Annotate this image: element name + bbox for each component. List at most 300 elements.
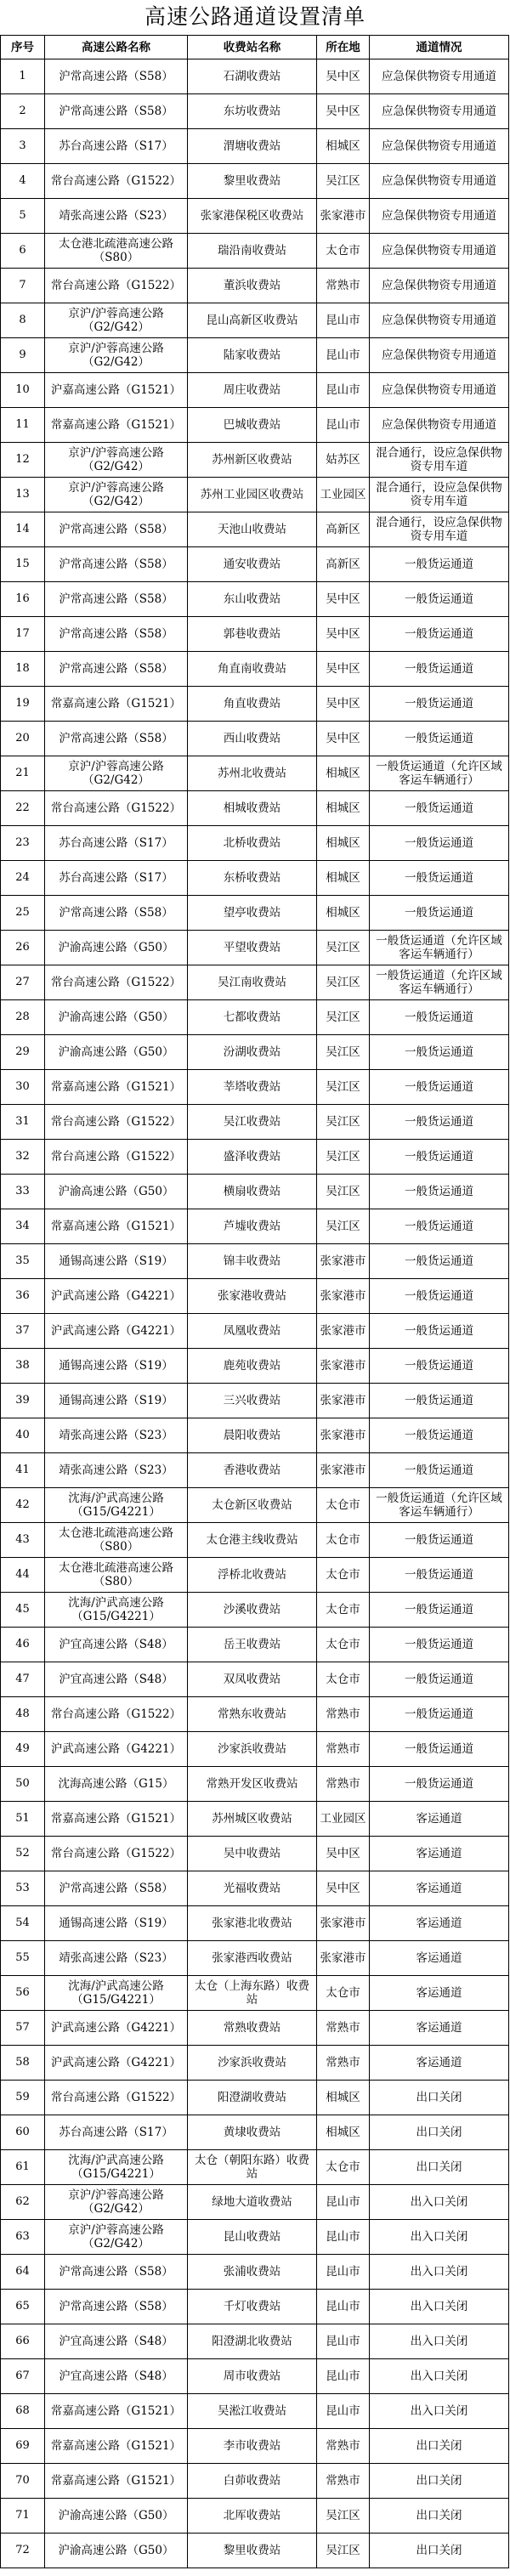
cell-channel-status: 出入口关闭 (370, 2290, 509, 2324)
cell-index: 7 (1, 269, 45, 303)
cell-toll-station: 浮桥北收费站 (188, 1558, 317, 1593)
cell-index: 48 (1, 1697, 45, 1732)
cell-index: 50 (1, 1767, 45, 1802)
table-row (1, 1802, 509, 1837)
cell-location: 昆山市 (317, 2324, 370, 2359)
cell-location: 吴江区 (317, 2499, 370, 2534)
table-row (1, 1732, 509, 1767)
cell-index: 31 (1, 1105, 45, 1140)
cell-channel-status: 客运通道 (370, 2011, 509, 2046)
cell-location: 吴江区 (317, 2534, 370, 2568)
cell-toll-station: 东山收费站 (188, 582, 317, 617)
cell-toll-station: 千灯收费站 (188, 2290, 317, 2324)
cell-index: 62 (1, 2185, 45, 2220)
cell-highway-name: 京沪/沪蓉高速公路（G2/G42） (45, 478, 188, 512)
cell-toll-station: 北厍收费站 (188, 2499, 317, 2534)
cell-highway-name: 常台高速公路（G1522） (45, 791, 188, 826)
cell-location: 昆山市 (317, 408, 370, 443)
cell-highway-name: 靖张高速公路（S23） (45, 1453, 188, 1488)
cell-location: 常熟市 (317, 2429, 370, 2464)
cell-channel-status: 一般货运通道 (370, 1175, 509, 1209)
cell-location: 张家港市 (317, 1349, 370, 1384)
table-header-row (1, 36, 509, 59)
cell-toll-station: 苏州城区收费站 (188, 1802, 317, 1837)
cell-location: 吴中区 (317, 617, 370, 652)
cell-highway-name: 常台高速公路（G1522） (45, 965, 188, 1000)
cell-index: 20 (1, 722, 45, 756)
cell-index: 45 (1, 1593, 45, 1628)
cell-index: 60 (1, 2115, 45, 2150)
cell-location: 相城区 (317, 791, 370, 826)
cell-location: 张家港市 (317, 1279, 370, 1314)
cell-toll-station: 盛泽收费站 (188, 1140, 317, 1175)
cell-location: 高新区 (317, 512, 370, 547)
cell-channel-status: 一般货运通道 (370, 1279, 509, 1314)
cell-index: 36 (1, 1279, 45, 1314)
cell-location: 相城区 (317, 129, 370, 164)
cell-highway-name: 苏台高速公路（S17） (45, 129, 188, 164)
table-body (1, 59, 509, 2568)
cell-index: 27 (1, 965, 45, 1000)
cell-highway-name: 沪常高速公路（S58） (45, 59, 188, 94)
table-row (1, 896, 509, 931)
cell-highway-name: 常嘉高速公路（G1521） (45, 1802, 188, 1837)
cell-index: 9 (1, 338, 45, 373)
table-row (1, 1175, 509, 1209)
cell-location: 吴江区 (317, 965, 370, 1000)
cell-channel-status: 一般货运通道 (370, 547, 509, 582)
cell-channel-status: 一般货运通道 (370, 1035, 509, 1070)
cell-highway-name: 靖张高速公路（S23） (45, 1941, 188, 1976)
cell-index: 38 (1, 1349, 45, 1384)
table-row (1, 1976, 509, 2011)
table-row (1, 2324, 509, 2359)
cell-location: 吴中区 (317, 722, 370, 756)
cell-location: 吴江区 (317, 1035, 370, 1070)
table-row (1, 722, 509, 756)
cell-index: 14 (1, 512, 45, 547)
cell-highway-name: 沈海/沪武高速公路（G15/G4221） (45, 1593, 188, 1628)
cell-highway-name: 沪常高速公路（S58） (45, 722, 188, 756)
cell-highway-name: 沪渝高速公路（G50） (45, 2499, 188, 2534)
cell-index: 70 (1, 2464, 45, 2499)
cell-index: 22 (1, 791, 45, 826)
table-row (1, 1244, 509, 1279)
table-row (1, 687, 509, 722)
cell-index: 49 (1, 1732, 45, 1767)
cell-highway-name: 常嘉高速公路（G1521） (45, 2429, 188, 2464)
cell-highway-name: 沪常高速公路（S58） (45, 582, 188, 617)
cell-index: 64 (1, 2255, 45, 2290)
table-row (1, 1488, 509, 1523)
cell-toll-station: 常熟收费站 (188, 2011, 317, 2046)
cell-index: 33 (1, 1175, 45, 1209)
cell-highway-name: 沪宜高速公路（S48） (45, 2359, 188, 2394)
table-row (1, 94, 509, 129)
cell-location: 吴江区 (317, 931, 370, 965)
table-row (1, 1000, 509, 1035)
cell-channel-status: 一般货运通道 (370, 1105, 509, 1140)
cell-location: 太仓市 (317, 1628, 370, 1662)
cell-location: 相城区 (317, 2081, 370, 2115)
cell-highway-name: 京沪/沪蓉高速公路（G2/G42） (45, 338, 188, 373)
cell-index: 19 (1, 687, 45, 722)
cell-highway-name: 沪武高速公路（G4221） (45, 1314, 188, 1349)
cell-channel-status: 一般货运通道 (370, 1384, 509, 1418)
table-row (1, 965, 509, 1000)
table-row (1, 931, 509, 965)
table-row (1, 1837, 509, 1871)
header-highway-name: 高速公路名称 (45, 36, 188, 59)
cell-channel-status: 客运通道 (370, 1837, 509, 1871)
cell-channel-status: 客运通道 (370, 2046, 509, 2081)
header-index: 序号 (1, 36, 45, 59)
cell-index: 11 (1, 408, 45, 443)
cell-channel-status: 出入口关闭 (370, 2220, 509, 2255)
cell-index: 58 (1, 2046, 45, 2081)
cell-channel-status: 客运通道 (370, 1802, 509, 1837)
cell-channel-status: 一般货运通道（允许区域客运车辆通行） (370, 965, 509, 1000)
cell-index: 4 (1, 164, 45, 199)
table-row (1, 199, 509, 234)
cell-toll-station: 鹿苑收费站 (188, 1349, 317, 1384)
cell-highway-name: 常嘉高速公路（G1521） (45, 1070, 188, 1105)
cell-highway-name: 沪常高速公路（S58） (45, 652, 188, 687)
cell-toll-station: 周庄收费站 (188, 373, 317, 408)
cell-index: 25 (1, 896, 45, 931)
cell-highway-name: 沪常高速公路（S58） (45, 94, 188, 129)
cell-location: 常熟市 (317, 2464, 370, 2499)
cell-channel-status: 应急保供物资专用通道 (370, 269, 509, 303)
cell-location: 张家港市 (317, 1941, 370, 1976)
cell-location: 太仓市 (317, 1523, 370, 1558)
cell-channel-status: 出口关闭 (370, 2081, 509, 2115)
table-row (1, 1140, 509, 1175)
cell-toll-station: 昆山收费站 (188, 2220, 317, 2255)
cell-toll-station: 白茆收费站 (188, 2464, 317, 2499)
cell-index: 68 (1, 2394, 45, 2429)
cell-channel-status: 一般货运通道 (370, 826, 509, 861)
cell-index: 54 (1, 1906, 45, 1941)
cell-highway-name: 京沪/沪蓉高速公路（G2/G42） (45, 2185, 188, 2220)
cell-toll-station: 三兴收费站 (188, 1384, 317, 1418)
cell-index: 21 (1, 756, 45, 791)
table-row (1, 1871, 509, 1906)
cell-highway-name: 常台高速公路（G1522） (45, 1697, 188, 1732)
cell-channel-status: 应急保供物资专用通道 (370, 338, 509, 373)
cell-location: 太仓市 (317, 2150, 370, 2185)
cell-toll-station: 芦墟收费站 (188, 1209, 317, 1244)
cell-location: 相城区 (317, 826, 370, 861)
cell-index: 12 (1, 443, 45, 478)
cell-location: 姑苏区 (317, 443, 370, 478)
cell-index: 32 (1, 1140, 45, 1175)
cell-highway-name: 沈海高速公路（G15） (45, 1767, 188, 1802)
table-row (1, 303, 509, 338)
cell-channel-status: 应急保供物资专用通道 (370, 199, 509, 234)
cell-index: 69 (1, 2429, 45, 2464)
cell-index: 57 (1, 2011, 45, 2046)
cell-location: 吴江区 (317, 1070, 370, 1105)
cell-channel-status: 一般货运通道 (370, 1628, 509, 1662)
table-row (1, 1279, 509, 1314)
cell-highway-name: 京沪/沪蓉高速公路（G2/G42） (45, 756, 188, 791)
cell-channel-status: 出口关闭 (370, 2464, 509, 2499)
cell-location: 吴中区 (317, 94, 370, 129)
cell-highway-name: 常台高速公路（G1522） (45, 2081, 188, 2115)
cell-toll-station: 张家港收费站 (188, 1279, 317, 1314)
cell-channel-status: 一般货运通道 (370, 582, 509, 617)
table-row (1, 2429, 509, 2464)
table-row (1, 652, 509, 687)
cell-toll-station: 渭塘收费站 (188, 129, 317, 164)
cell-toll-station: 张家港西收费站 (188, 1941, 317, 1976)
cell-location: 昆山市 (317, 2290, 370, 2324)
table-row (1, 2394, 509, 2429)
document-title: 高速公路通道设置清单 (144, 4, 366, 29)
cell-index: 52 (1, 1837, 45, 1871)
cell-location: 相城区 (317, 2115, 370, 2150)
cell-toll-station: 岳王收费站 (188, 1628, 317, 1662)
cell-channel-status: 一般货运通道 (370, 1767, 509, 1802)
cell-index: 42 (1, 1488, 45, 1523)
cell-toll-station: 常熟东收费站 (188, 1697, 317, 1732)
cell-index: 3 (1, 129, 45, 164)
cell-highway-name: 常台高速公路（G1522） (45, 164, 188, 199)
cell-location: 吴中区 (317, 1837, 370, 1871)
cell-index: 46 (1, 1628, 45, 1662)
cell-location: 张家港市 (317, 1314, 370, 1349)
cell-highway-name: 苏台高速公路（S17） (45, 2115, 188, 2150)
cell-highway-name: 沪武高速公路（G4221） (45, 2011, 188, 2046)
cell-location: 太仓市 (317, 1593, 370, 1628)
table-row (1, 2115, 509, 2150)
cell-location: 常熟市 (317, 1732, 370, 1767)
cell-highway-name: 沪宜高速公路（S48） (45, 2324, 188, 2359)
cell-toll-station: 天池山收费站 (188, 512, 317, 547)
cell-channel-status: 一般货运通道 (370, 1244, 509, 1279)
cell-toll-station: 角直收费站 (188, 687, 317, 722)
cell-highway-name: 靖张高速公路（S23） (45, 1418, 188, 1453)
header-channel-status: 通道情况 (370, 36, 509, 59)
cell-index: 66 (1, 2324, 45, 2359)
cell-toll-station: 锦丰收费站 (188, 1244, 317, 1279)
cell-highway-name: 苏台高速公路（S17） (45, 861, 188, 896)
cell-channel-status: 一般货运通道 (370, 861, 509, 896)
cell-index: 44 (1, 1558, 45, 1593)
cell-location: 昆山市 (317, 303, 370, 338)
cell-index: 59 (1, 2081, 45, 2115)
cell-location: 吴中区 (317, 59, 370, 94)
cell-highway-name: 常台高速公路（G1522） (45, 1837, 188, 1871)
table-row (1, 129, 509, 164)
cell-toll-station: 晨阳收费站 (188, 1418, 317, 1453)
cell-highway-name: 沪常高速公路（S58） (45, 547, 188, 582)
table-row (1, 2011, 509, 2046)
cell-index: 29 (1, 1035, 45, 1070)
cell-highway-name: 沪宜高速公路（S48） (45, 1662, 188, 1697)
table-row (1, 2255, 509, 2290)
table-row (1, 1941, 509, 1976)
cell-toll-station: 陆家收费站 (188, 338, 317, 373)
cell-location: 吴江区 (317, 1000, 370, 1035)
cell-highway-name: 沪常高速公路（S58） (45, 512, 188, 547)
cell-channel-status: 出入口关闭 (370, 2255, 509, 2290)
cell-index: 6 (1, 234, 45, 269)
cell-index: 65 (1, 2290, 45, 2324)
cell-toll-station: 石湖收费站 (188, 59, 317, 94)
cell-index: 40 (1, 1418, 45, 1453)
cell-channel-status: 客运通道 (370, 1906, 509, 1941)
cell-location: 张家港市 (317, 1418, 370, 1453)
cell-toll-station: 郭巷收费站 (188, 617, 317, 652)
table-row (1, 2185, 509, 2220)
cell-channel-status: 混合通行，设应急保供物资专用车道 (370, 512, 509, 547)
cell-index: 35 (1, 1244, 45, 1279)
table-row (1, 2046, 509, 2081)
cell-highway-name: 沪武高速公路（G4221） (45, 2046, 188, 2081)
cell-channel-status: 一般货运通道 (370, 1558, 509, 1593)
cell-index: 24 (1, 861, 45, 896)
cell-highway-name: 苏台高速公路（S17） (45, 826, 188, 861)
table-row (1, 512, 509, 547)
cell-channel-status: 一般货运通道 (370, 1418, 509, 1453)
table-row (1, 2464, 509, 2499)
cell-channel-status: 客运通道 (370, 1941, 509, 1976)
cell-highway-name: 沪渝高速公路（G50） (45, 931, 188, 965)
cell-highway-name: 沪武高速公路（G4221） (45, 1279, 188, 1314)
table-row (1, 1628, 509, 1662)
cell-highway-name: 京沪/沪蓉高速公路（G2/G42） (45, 2220, 188, 2255)
cell-highway-name: 沪宜高速公路（S48） (45, 1628, 188, 1662)
cell-location: 常熟市 (317, 2046, 370, 2081)
cell-location: 张家港市 (317, 1906, 370, 1941)
table-row (1, 2499, 509, 2534)
cell-toll-station: 绿地大道收费站 (188, 2185, 317, 2220)
cell-channel-status: 出口关闭 (370, 2534, 509, 2568)
cell-channel-status: 一般货运通道 (370, 1314, 509, 1349)
cell-toll-station: 东坊收费站 (188, 94, 317, 129)
cell-toll-station: 角直南收费站 (188, 652, 317, 687)
cell-location: 吴江区 (317, 1175, 370, 1209)
header-location: 所在地 (317, 36, 370, 59)
cell-channel-status: 出入口关闭 (370, 2359, 509, 2394)
cell-index: 51 (1, 1802, 45, 1837)
table-row (1, 164, 509, 199)
cell-toll-station: 瑞沿南收费站 (188, 234, 317, 269)
cell-channel-status: 一般货运通道 (370, 1070, 509, 1105)
cell-highway-name: 通锡高速公路（S19） (45, 1906, 188, 1941)
table-row (1, 2220, 509, 2255)
cell-channel-status: 一般货运通道 (370, 617, 509, 652)
cell-highway-name: 太仓港北疏港高速公路（S80） (45, 1523, 188, 1558)
table-row (1, 269, 509, 303)
cell-toll-station: 北桥收费站 (188, 826, 317, 861)
cell-toll-station: 苏州工业园区收费站 (188, 478, 317, 512)
cell-channel-status: 一般货运通道 (370, 896, 509, 931)
cell-toll-station: 黎里收费站 (188, 164, 317, 199)
cell-index: 37 (1, 1314, 45, 1349)
cell-index: 63 (1, 2220, 45, 2255)
cell-highway-name: 通锡高速公路（S19） (45, 1244, 188, 1279)
cell-location: 太仓市 (317, 1488, 370, 1523)
cell-channel-status: 出入口关闭 (370, 2185, 509, 2220)
cell-highway-name: 常台高速公路（G1522） (45, 269, 188, 303)
cell-highway-name: 沪嘉高速公路（G1521） (45, 373, 188, 408)
cell-location: 常熟市 (317, 1697, 370, 1732)
cell-toll-station: 西山收费站 (188, 722, 317, 756)
cell-index: 56 (1, 1976, 45, 2011)
cell-channel-status: 出口关闭 (370, 2150, 509, 2185)
cell-channel-status: 一般货运通道 (370, 1140, 509, 1175)
table-row (1, 617, 509, 652)
cell-highway-name: 常嘉高速公路（G1521） (45, 2464, 188, 2499)
cell-toll-station: 阳澄湖北收费站 (188, 2324, 317, 2359)
cell-highway-name: 常嘉高速公路（G1521） (45, 1209, 188, 1244)
cell-location: 昆山市 (317, 2394, 370, 2429)
cell-toll-station: 太仓新区收费站 (188, 1488, 317, 1523)
cell-toll-station: 太仓港主线收费站 (188, 1523, 317, 1558)
cell-location: 昆山市 (317, 2255, 370, 2290)
cell-highway-name: 沪常高速公路（S58） (45, 2255, 188, 2290)
cell-toll-station: 太仓（朝阳东路）收费站 (188, 2150, 317, 2185)
cell-toll-station: 吴江南收费站 (188, 965, 317, 1000)
cell-highway-name: 沪渝高速公路（G50） (45, 2534, 188, 2568)
cell-channel-status: 一般货运通道 (370, 1732, 509, 1767)
cell-channel-status: 出口关闭 (370, 2115, 509, 2150)
cell-toll-station: 黄埭收费站 (188, 2115, 317, 2150)
cell-channel-status: 出入口关闭 (370, 2394, 509, 2429)
cell-highway-name: 沪武高速公路（G4221） (45, 1732, 188, 1767)
cell-toll-station: 李市收费站 (188, 2429, 317, 2464)
cell-location: 相城区 (317, 896, 370, 931)
cell-channel-status: 一般货运通道 (370, 1697, 509, 1732)
cell-index: 2 (1, 94, 45, 129)
cell-channel-status: 一般货运通道（允许区域客运车辆通行） (370, 931, 509, 965)
cell-highway-name: 常台高速公路（G1522） (45, 1105, 188, 1140)
cell-channel-status: 应急保供物资专用通道 (370, 303, 509, 338)
cell-index: 5 (1, 199, 45, 234)
cell-highway-name: 靖张高速公路（S23） (45, 199, 188, 234)
table-row (1, 1767, 509, 1802)
cell-toll-station: 莘塔收费站 (188, 1070, 317, 1105)
cell-index: 47 (1, 1662, 45, 1697)
table-row (1, 1314, 509, 1349)
cell-location: 张家港市 (317, 199, 370, 234)
cell-toll-station: 沙家浜收费站 (188, 2046, 317, 2081)
cell-highway-name: 沪渝高速公路（G50） (45, 1035, 188, 1070)
cell-index: 8 (1, 303, 45, 338)
cell-location: 太仓市 (317, 234, 370, 269)
cell-toll-station: 吴淞江收费站 (188, 2394, 317, 2429)
cell-toll-station: 汾湖收费站 (188, 1035, 317, 1070)
cell-toll-station: 凤凰收费站 (188, 1314, 317, 1349)
table-row (1, 2081, 509, 2115)
cell-toll-station: 太仓（上海东路）收费站 (188, 1976, 317, 2011)
cell-channel-status: 应急保供物资专用通道 (370, 59, 509, 94)
cell-index: 16 (1, 582, 45, 617)
cell-index: 41 (1, 1453, 45, 1488)
cell-location: 吴江区 (317, 164, 370, 199)
cell-location: 张家港市 (317, 1244, 370, 1279)
table-row (1, 373, 509, 408)
table-row (1, 1453, 509, 1488)
table-row (1, 1593, 509, 1628)
cell-index: 61 (1, 2150, 45, 2185)
cell-index: 71 (1, 2499, 45, 2534)
table-row (1, 2150, 509, 2185)
cell-toll-station: 常熟开发区收费站 (188, 1767, 317, 1802)
